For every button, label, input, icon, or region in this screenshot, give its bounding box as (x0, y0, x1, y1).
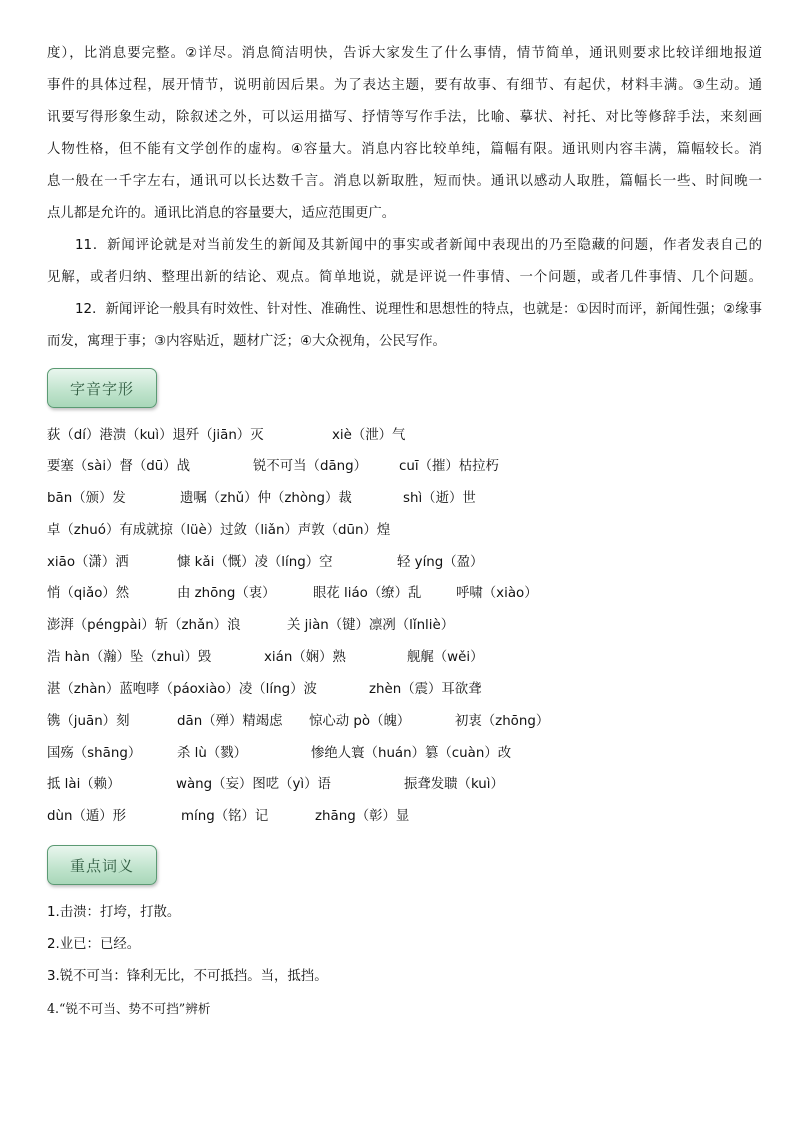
pronunciation-entry: 遗嘱（zhǔ）仲（zhòng）裁 (180, 491, 352, 506)
pronunciation-entry: 惊心动 pò（魄） (309, 714, 411, 729)
vocabulary-item: 2.业已：已经。 (47, 937, 141, 952)
pronunciation-entry: cuī（摧）枯拉朽 (399, 459, 499, 474)
pronunciation-entry: 惨绝人寰（huán）篡（cuàn）改 (311, 746, 512, 761)
pronunciation-entry: 卓（zhuó）有成就掠（lüè）过敛（liǎn）声敦（dūn）煌 (47, 523, 391, 538)
pronunciation-entry: 湛（zhàn）蓝咆哮（páoxiào）凌（líng）波 (47, 682, 317, 697)
paragraph-line: 12．新闻评论一般具有时效性、针对性、准确性、说理性和思想性的特点，也就是：①因时而评，新闻性强；②缘事 (75, 302, 762, 317)
vocabulary-item: 1.击溃：打垮，打散。 (47, 905, 181, 920)
pronunciation-entry: xián（娴）熟 (264, 650, 346, 665)
pronunciation-entry: shì（逝）世 (403, 491, 476, 506)
pronunciation-entry: 要塞（sài）督（dū）战 (47, 459, 191, 474)
pronunciation-entry: 荻（dí）港溃（kuì）退歼（jiān）灭 (47, 428, 264, 443)
pronunciation-entry: wàng（妄）图呓（yì）语 (176, 777, 331, 792)
pronunciation-entry: 舰艉（wěi） (407, 650, 484, 665)
paragraph-line: 见解，或者归纳、整理出新的结论、观点。简单地说，就是评说一件事情、一个问题，或者几件事情、几个问题。 (47, 270, 762, 285)
pronunciation-entry: 国殇（shāng） (47, 746, 142, 761)
pronunciation-entry: dān（殚）精竭虑 (177, 714, 283, 729)
pronunciation-entry: 轻 yíng（盈） (397, 555, 484, 570)
pronunciation-entry: 眼花 liáo（缭）乱 (313, 586, 422, 601)
paragraph-line: 人物性格，但不能有文学创作的虚构。④容量大。消息内容比较单纯，篇幅有限。通讯则内容丰满，篇幅较长。消 (47, 142, 762, 157)
pronunciation-entry: zhèn（震）耳欲聋 (369, 682, 482, 697)
pronunciation-entry: 杀 lù（戮） (177, 746, 248, 761)
section-header-pronunciation: 字音字形 (47, 368, 157, 408)
paragraph-line: 息一般在一千字左右，通讯可以长达数千言。消息以新取胜，短而快。通讯以感动人取胜，篇幅长一些、时间晚一 (47, 174, 762, 189)
pronunciation-entry: 锐不可当（dāng） (253, 459, 368, 474)
pronunciation-entry: 浩 hàn（瀚）坠（zhuì）毁 (47, 650, 212, 665)
pronunciation-entry: míng（铭）记 (181, 809, 269, 824)
pronunciation-entry: 慷 kǎi（慨）凌（líng）空 (177, 555, 333, 570)
pronunciation-entry: 由 zhōng（衷） (177, 586, 276, 601)
pronunciation-entry: 悄（qiǎo）然 (47, 586, 130, 601)
pronunciation-entry: 抵 lài（赖） (47, 777, 121, 792)
vocabulary-item: 3.锐不可当：锋利无比，不可抵挡。当，抵挡。 (47, 969, 328, 984)
paragraph-line: 事件的具体过程，展开情节，说明前因后果。为了表达主题，要有故事、有细节、有起伏，材料丰满。③生动。通 (47, 78, 762, 93)
pronunciation-entry: 初衷（zhōng） (455, 714, 550, 729)
pronunciation-entry: xiāo（潇）洒 (47, 555, 129, 570)
pronunciation-entry: xiè（泄）气 (332, 428, 406, 443)
pronunciation-entry: bān（颁）发 (47, 491, 126, 506)
paragraph-line: 讯要写得形象生动，除叙述之外，可以运用描写、抒情等写作手法，比喻、摹状、衬托、对比等修辞手法，来刻画 (47, 110, 762, 125)
pronunciation-entry: 呼啸（xiào） (456, 586, 538, 601)
intro-paragraph (47, 38, 762, 230)
paragraph-line: 点儿都是允许的。通讯比消息的容量要大，适应范围更广。 (47, 206, 396, 221)
paragraph-line: 11．新闻评论就是对当前发生的新闻及其新闻中的事实或者新闻中表现出的乃至隐藏的问题，作者发表自己的 (75, 238, 762, 253)
pronunciation-entry: 振聋发聩（kuì） (404, 777, 504, 792)
pronunciation-entry: 关 jiàn（键）凛冽（lǐnliè） (287, 618, 455, 633)
pronunciation-entry: 镌（juān）刻 (47, 714, 130, 729)
pronunciation-entry: zhāng（彰）显 (315, 809, 410, 824)
pronunciation-entry: 澎湃（péngpài）斩（zhǎn）浪 (47, 618, 241, 633)
item-11-paragraph (47, 230, 762, 294)
vocabulary-item: 4.“锐不可当、势不可挡”辨析 (47, 1001, 211, 1016)
paragraph-line: 而发，寓理于事；③内容贴近，题材广泛；④大众视角，公民写作。 (47, 334, 446, 349)
item-12-paragraph (47, 294, 762, 358)
paragraph-line: 度），比消息要完整。②详尽。消息简洁明快，告诉大家发生了什么事情，情节简单，通讯则要求比较详细地报道 (47, 46, 762, 61)
pronunciation-entry: dùn（遁）形 (47, 809, 127, 824)
section-header-vocabulary: 重点词义 (47, 845, 157, 885)
